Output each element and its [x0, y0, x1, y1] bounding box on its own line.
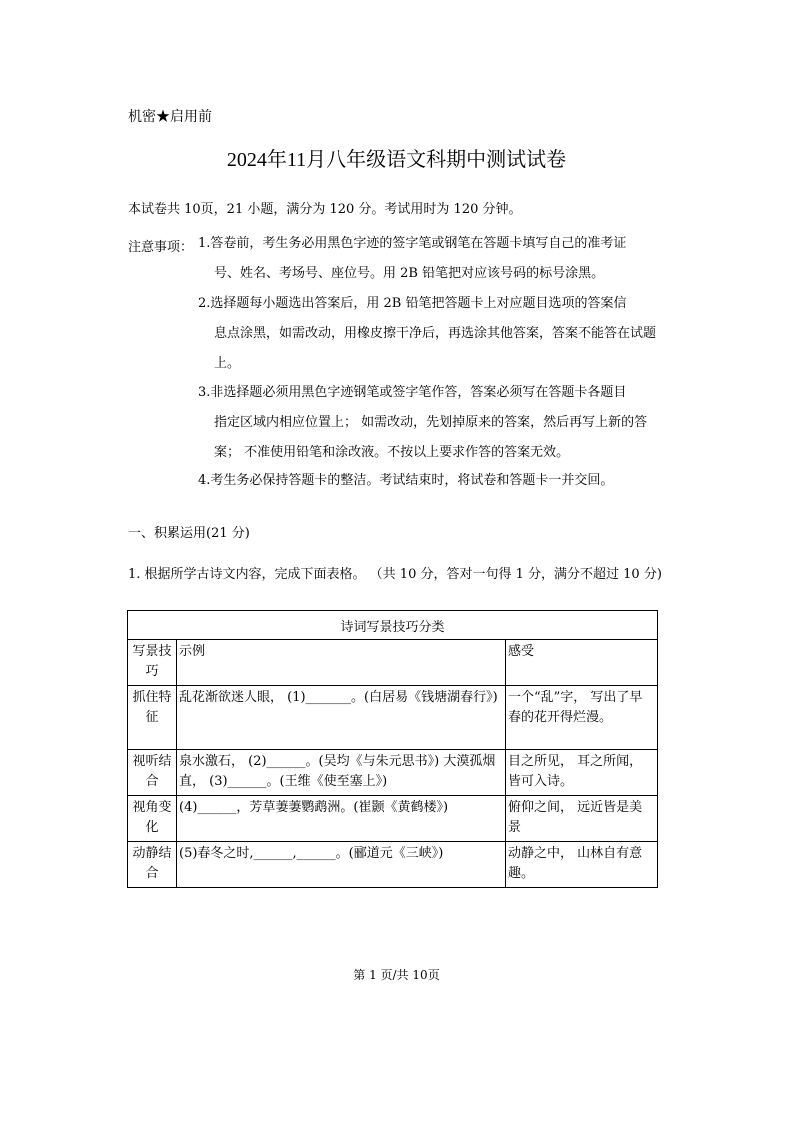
- note-item-3: [198, 378, 668, 468]
- note-number: 1.: [198, 236, 211, 251]
- confidential-label: 机密★启用前: [128, 109, 212, 125]
- cell-feeling: 动静之中， 山林自有意趣。: [506, 842, 658, 888]
- cell-skill: 动静结合: [128, 842, 177, 888]
- notes-label: 注意事项：: [128, 240, 194, 255]
- cell-skill: 视角变化: [128, 796, 177, 842]
- table-row: [128, 750, 658, 796]
- question-1: 1. 根据所学古诗文内容，完成下面表格。 （共 10 分，答对一句得 1 分，满分不超过 10 分): [128, 567, 662, 582]
- note-number: 2.: [198, 296, 211, 311]
- poetry-technique-table: [127, 610, 658, 888]
- note-number: 3.: [198, 385, 211, 400]
- cell-skill: 抓住特征: [128, 686, 177, 750]
- note-text: 非选择题必须用黑色字迹钢笔或签字笔作答，答案必须写在答题卡各题目: [210, 385, 627, 400]
- page-footer: 第 1 页/共 10页: [353, 968, 440, 982]
- table-title: 诗词写景技巧分类: [128, 611, 658, 640]
- table-row: [128, 686, 658, 750]
- note-item-4: [198, 466, 668, 496]
- cell-example: 泉水激石， (2)______。(吴均《与朱元思书》) 大漠孤烟直， (3)______。(王维《使至塞上》): [177, 750, 506, 796]
- cell-example: (5)春冬之时,______,______。(郦道元《三峡》): [177, 842, 506, 888]
- note-text-cont: 号、姓名、考场号、座位号。用 2B 铅笔把对应该号码的标号涂黑。: [214, 266, 605, 281]
- cell-skill: 视听结合: [128, 750, 177, 796]
- col-header-skill: 写景技巧: [128, 640, 177, 686]
- page-title: 2024年11月八年级语文科期中测试试卷: [226, 149, 567, 171]
- table-header-row: [128, 640, 658, 686]
- cell-feeling: 俯仰之间， 远近皆是美景: [506, 796, 658, 842]
- table-row: [128, 842, 658, 888]
- note-item-2: [198, 289, 668, 379]
- exam-intro: 本试卷共 10页，21 小题，满分为 120 分。考试用时为 120 分钟。: [128, 202, 522, 217]
- section-heading: 一、积累运用(21 分): [128, 526, 250, 541]
- cell-example: (4)______，芳草萋萋鹦鹉洲。(崔颢《黄鹤楼》): [177, 796, 506, 842]
- note-text-cont: 指定区域内相应位置上； 如需改动，先划掉原来的答案，然后再写上新的答案； 不准使用铅笔和涂改液。不按以上要求作答的答案无效。: [214, 415, 648, 460]
- note-text: 答卷前，考生务必用黑色字迹的签字笔或钢笔在答题卡填写自己的准考证: [210, 236, 627, 251]
- col-header-example: 示例: [177, 640, 506, 686]
- note-item-1: [198, 229, 668, 289]
- note-text: 选择题每小题选出答案后，用 2B 铅笔把答题卡上对应题目选项的答案信: [210, 296, 627, 311]
- note-text-cont: 息点涂黑，如需改动，用橡皮擦干净后，再选涂其他答案，答案不能答在试题上。: [214, 326, 657, 371]
- table-row: [128, 796, 658, 842]
- cell-feeling: 一个“乱”字， 写出了早春的花开得烂漫。: [506, 686, 658, 750]
- note-number: 4.: [198, 473, 211, 488]
- note-text: 考生务必保持答题卡的整洁。考试结束时，将试卷和答题卡一并交回。: [210, 473, 614, 488]
- col-header-feeling: 感受: [506, 640, 658, 686]
- cell-feeling: 目之所见， 耳之所闻，皆可入诗。: [506, 750, 658, 796]
- cell-example: 乱花渐欲迷人眼， (1)_______。(白居易《钱塘湖春行》): [177, 686, 506, 750]
